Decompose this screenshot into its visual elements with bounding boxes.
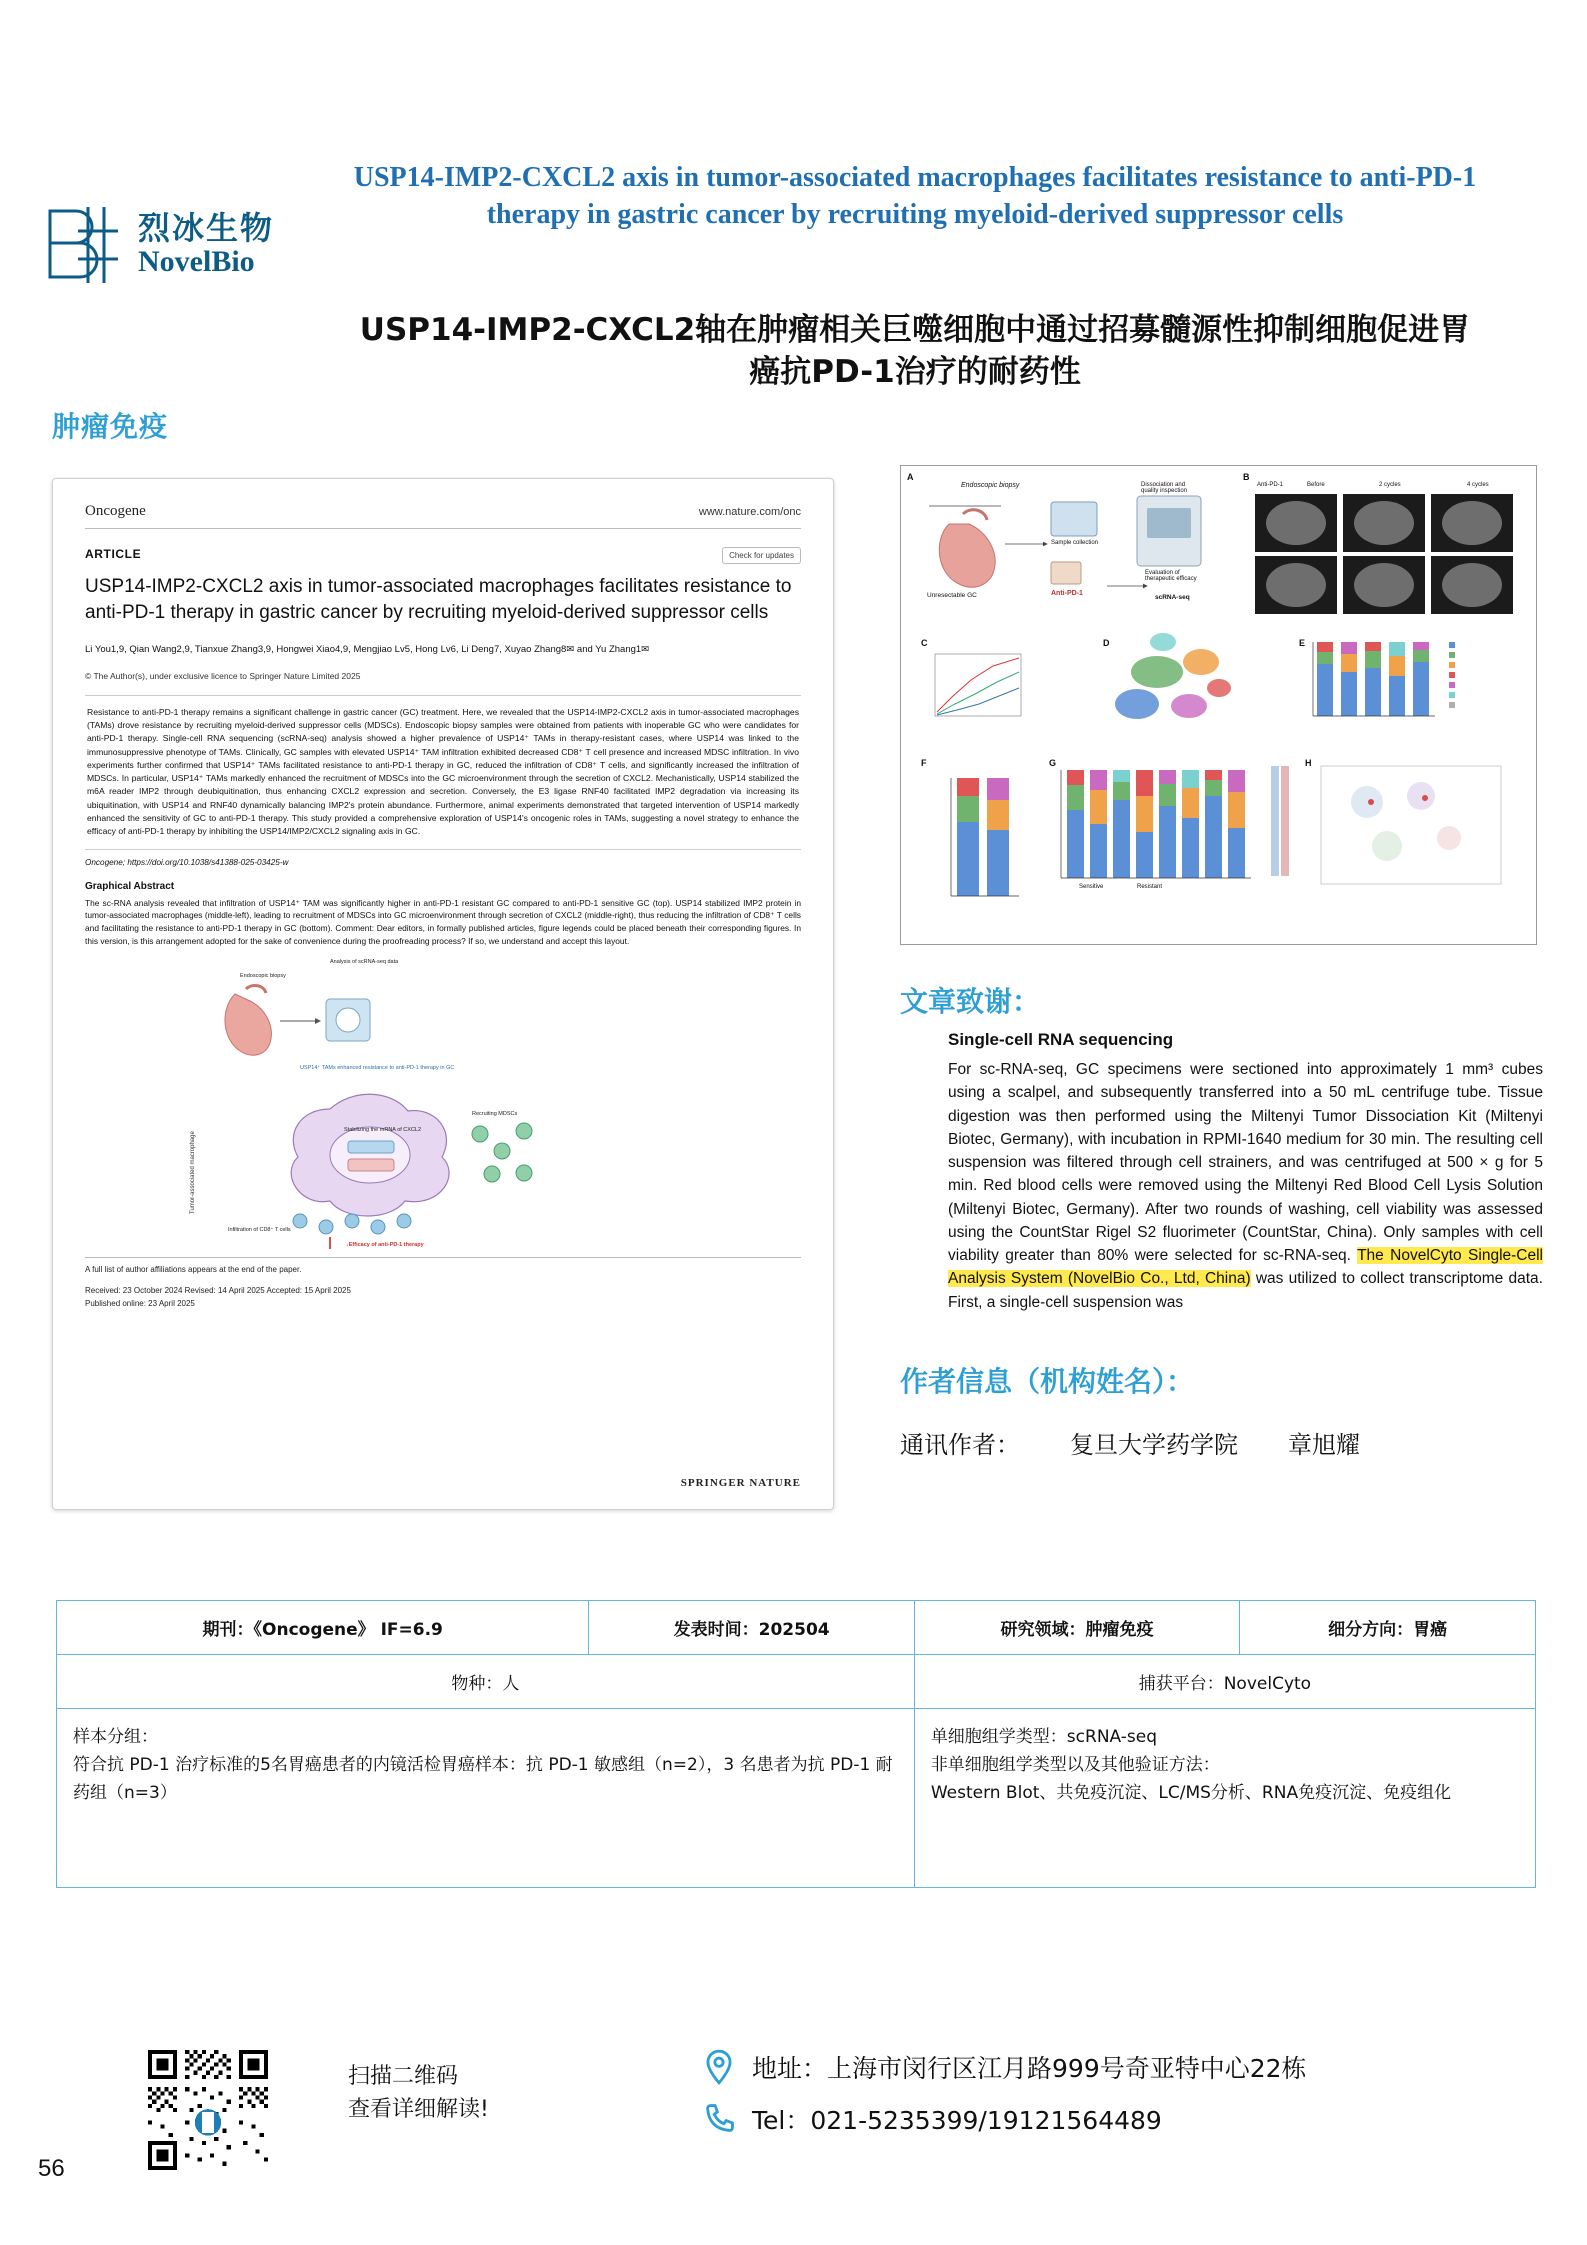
ga-label-cd8: Infiltration of CD8⁺ T cells (228, 1227, 291, 1234)
header-divider (85, 528, 801, 529)
ga-label-stabilizing: Stabilizing the mRNA of CXCL2 (344, 1127, 422, 1134)
paper-header (85, 503, 801, 520)
author-info-row (900, 1425, 1540, 1460)
novelbio-logo-icon (32, 197, 128, 293)
figure-letter-D: D (1103, 638, 1110, 648)
brand-name-en: NovelBio (138, 245, 255, 279)
figure-label-therapy: Anti-PD-1 (1051, 590, 1083, 597)
paper-affiliation-note: A full list of author affiliations appears at the end of the paper. (85, 1265, 302, 1275)
figure-label-4cycles: 4 cycles (1467, 482, 1489, 488)
location-pin-icon (700, 2048, 738, 2086)
paper-published: Published online: 23 April 2025 (85, 1298, 195, 1308)
figure-label-sample-collection: Sample collection (1051, 540, 1099, 546)
ga-label-biopsy: Endoscopic biopsy (240, 973, 286, 980)
footer-divider (85, 1257, 801, 1258)
cell-omics-type: 单细胞组学类型：scRNA-seq (930, 1727, 1158, 1747)
title-chinese: USP14-IMP2-CXCL2轴在肿瘤相关巨噬细胞中通过招募髓源性抑制细胞促进胃癌抗PD-1治疗的耐药性 (359, 312, 1471, 390)
ga-label-recruiting: Recruiting MDSCs (472, 1111, 518, 1118)
acknowledgement-highlight: The NovelCyto Single-Cell Analysis System (NovelBio Co., Ltd, China) (948, 1247, 1543, 1288)
acknowledgement-title: 文章致谢： (900, 985, 1041, 1018)
ga-label-tam-side: Tumor-associated macrophage (190, 1131, 196, 1215)
title-english: USP14-IMP2-CXCL2 axis in tumor-associated macrophages facilitates resistance to anti-PD-1 therapy in gastric cancer by recruiting myeloid-derived suppressor cells (353, 162, 1477, 230)
paper-section-label: ARTICLE (85, 547, 142, 561)
cell-pubdate: 发表时间：202504 (589, 1601, 914, 1655)
figure-label-before: Before (1307, 482, 1325, 488)
brand-name-cn: 烈冰生物 (138, 209, 275, 248)
contact-block (700, 2048, 1307, 2152)
figure-letter-C: C (921, 638, 928, 648)
ga-label-efficacy: ↓Efficacy of anti-PD-1 therapy (346, 1242, 424, 1249)
qr-note-line2: 查看详细解读! (348, 2097, 489, 2122)
table-row (57, 1655, 1536, 1709)
paper-received: Received: 23 October 2024 Revised: 14 April 2025 Accepted: 15 April 2025 (85, 1285, 351, 1295)
acknowledgement-box (948, 1030, 1543, 1314)
figure-letter-E: E (1299, 638, 1306, 648)
figure-label-sensitive: Sensitive (1079, 884, 1104, 890)
qr-code-icon[interactable] (148, 2050, 268, 2170)
graphical-abstract-figure (85, 953, 801, 1253)
acknowledgement-heading: Single-cell RNA sequencing (948, 1030, 1174, 1049)
tel-text: Tel：021-5235399/19121564489 (752, 2106, 1162, 2135)
author-name: 章旭耀 (1288, 1431, 1360, 1459)
author-info-title: 作者信息（机构姓名）： (900, 1365, 1195, 1398)
figure-label-antipd1: Anti-PD-1 (1257, 482, 1284, 488)
paper-copyright: © The Author(s), under exclusive licence to Springer Nature Limited 2025 (85, 670, 361, 681)
qr-note-line1: 扫描二维码 (348, 2064, 459, 2089)
paper-publisher: SPRINGER NATURE (680, 1477, 801, 1489)
check-updates-label: Check for updates (729, 551, 794, 560)
qr-note (348, 2060, 489, 2126)
acknowledgement-text-before: For sc-RNA-seq, GC specimens were sectioned into approximately 1 mm³ cubes using a scalpel, and subsequently transferred into a 50 mL centrifuge tube. Tissue digestion was then performed using the Miltenyi Tumor Dissociation Kit (Miltenyi Biotec, Germany), with incubation in RPMI-1640 medium for 30 min. The resulting cell suspension was filtered through cell strainers, and was centrifuged at 500 × g for 5 min. Red blood cells were removed using the Miltenyi Red Blood Cell Lysis Solution (Miltenyi Biotec, Germany). After two rounds of washing, cell viability was assessed using the CountStar Rigel S2 fluorimeter (CountStar, China). Only samples with cell viability greater than 80% were selected for sc-RNA-seq. (948, 1061, 1543, 1264)
author-institution: 复旦大学药学院 (1070, 1431, 1238, 1459)
ga-label-top: Analysis of scRNA-seq data (330, 959, 399, 966)
info-table (56, 1600, 1536, 1888)
cell-species: 物种：人 (57, 1655, 915, 1709)
cell-sample-group-text: 符合抗 PD-1 治疗标准的5名胃癌患者的内镜活检胃癌样本：抗 PD-1 敏感组（n=2），3 名患者为抗 PD-1 耐药组（n=3） (73, 1755, 893, 1804)
figure-label-resistant: Resistant (1137, 884, 1163, 890)
figure-letter-G: G (1049, 758, 1057, 768)
figure-letter-B: B (1243, 472, 1250, 482)
cell-field: 研究领域：肿瘤免疫 (914, 1601, 1239, 1655)
address-line (700, 2048, 1307, 2086)
paper-abstract: Resistance to anti-PD-1 therapy remains a significant challenge in gastric cancer (GC) treatment. Here, we revealed that the USP14-IMP2-CXCL2 axis in tumor-associated macrophages (TAMs) drove resistance by recruiting myeloid-derived suppressor cells (MDSCs). Endoscopic biopsy samples were obtained from patients with inoperable GC who were candidates for anti-PD-1 therapy. Single-cell RNA sequencing (scRNA-seq) analysis showed a higher prevalence of USP14⁺ TAMs in therapy-resistant cases, where USP14 was linked to the immunosuppressive phenotype of TAMs. Clinically, GC samples with elevated USP14⁺ TAM infiltration exhibited decreased CD8⁺ T cell presence and increased MDSC infiltration. In vivo experiments further confirmed that USP14⁺ TAMs facilitated resistance to anti-PD-1 therapy in GC, reduced the infiltration of CD8⁺ T cells, and significantly increased the infiltration of MDSCs. In particular, USP14⁺ TAMs markedly enhanced the recruitment of MDSCs into the GC microenvironment through the secretion of CXCL2. Mechanistically, USP14 stabilized the m6A reader IMP2 through deubiquitination, thus enhancing CXCL2 expression and secretion. Conversely, the E3 ligase RNF40 facilitated IMP2 degradation via increasing its ubiquitination, with USP14 and RNF40 dynamically balancing IMP2's protein abundance. Furthermore, animal experiments demonstrated that targeted intervention of USP14 markedly enhanced the sensitivity of GC to anti-PD-1 therapy. This study provided a comprehensive exploration of USP14's oncogenic roles in TAMs, suggesting a novel strategy to enhance the efficacy of anti-PD-1 therapy by inhibiting the USP14/IMP2/CXCL2 signaling axis in GC. (85, 695, 801, 850)
figure-letter-A: A (907, 472, 914, 482)
figure-letter-H: H (1305, 758, 1312, 768)
figure-panel (900, 465, 1537, 945)
author-role-label: 通讯作者： (900, 1431, 1020, 1459)
paper-doi: Oncogene; https://doi.org/10.1038/s41388-025-03425-w (85, 857, 289, 867)
paper-journal: Oncogene (85, 503, 146, 519)
tel-line (700, 2100, 1307, 2138)
research-field-tag: 肿瘤免疫 (52, 410, 169, 443)
check-updates-badge (722, 547, 801, 564)
figure-label-dissociation: Dissociation and quality inspection (1141, 482, 1188, 494)
table-row (57, 1709, 1536, 1888)
figure-label-biopsy: Endoscopic biopsy (961, 482, 1020, 489)
brand-logo (32, 190, 332, 300)
paper-preview-card (52, 478, 834, 1510)
ga-label-usp14: USP14⁺ TAMs enhanced resistance to anti-PD-1 therapy in GC (300, 1065, 455, 1072)
paper-title: USP14-IMP2-CXCL2 axis in tumor-associated macrophages facilitates resistance to anti-PD-1 therapy in gastric cancer by recruiting myeloid-derived suppressor cells (85, 576, 792, 624)
cell-subfield: 细分方向：胃癌 (1240, 1601, 1536, 1655)
cell-other-methods-text: Western Blot、共免疫沉淀、LC/MS分析、RNA免疫沉淀、免疫组化 (930, 1783, 1452, 1804)
paper-authors: Li You​1,9, Qian Wang​2,9, Tianxue Zhang​3,9, Hongwei Xiao​4,9, Mengjiao Lv​5, Hong Lv​6, Li Deng​7, Xuyao Zhang​8✉ and Yu Zhang​1✉ (85, 644, 650, 656)
cell-journal: 期刊：《Oncogene》 IF=6.9 (57, 1601, 589, 1655)
phone-icon (700, 2100, 738, 2138)
paper-url: www.nature.com/onc (698, 505, 801, 518)
graphical-abstract-heading: Graphical Abstract (85, 880, 175, 892)
figure-label-2cycles: 2 cycles (1379, 482, 1401, 488)
figure-label-unresectable: Unresectable GC (927, 592, 977, 599)
figure-letter-F: F (921, 758, 927, 768)
cell-other-methods-label: 非单细胞组学类型以及其他验证方法： (930, 1755, 1220, 1776)
cell-platform: 捕获平台：NovelCyto (914, 1655, 1535, 1709)
page-number: 56 (38, 2155, 65, 2182)
figure-label-evaluation: Evaluation of therapeutic efficacy (1145, 570, 1197, 582)
cell-sample-group-title: 样本分组： (73, 1727, 158, 1747)
figure-label-scrnaseq: scRNA-seq (1155, 594, 1190, 601)
graphical-abstract-text: The sc-RNA analysis revealed that infiltration of USP14⁺ TAM was significantly higher in anti-PD-1 resistant GC compared to anti-PD-1 sensitive GC (top). USP14 stabilized IMP2 protein in tumor-associated macrophages (middle-left), leading to recruitment of MDSCs into GC microenvironment through secretion of CXCL2 (middle-right), thus reducing the infiltration of CD8⁺ T cells and facilitating the resistance to anti-PD-1 therapy in GC (bottom). Comment: Dear editors, in formally published articles, figure legends could be placed beneath their corresponding figures. In this version, is this arrangement adopted for the sake of convenience during the proofreading process? If so, we understand and accept this layout. (85, 897, 801, 946)
address-text: 地址：上海市闵行区江月路999号奇亚特中心22栋 (752, 2054, 1307, 2083)
table-row (57, 1601, 1536, 1655)
acknowledgement-text-after: was utilized to collect transcriptome data. First, a single-cell suspension was (948, 1270, 1543, 1311)
